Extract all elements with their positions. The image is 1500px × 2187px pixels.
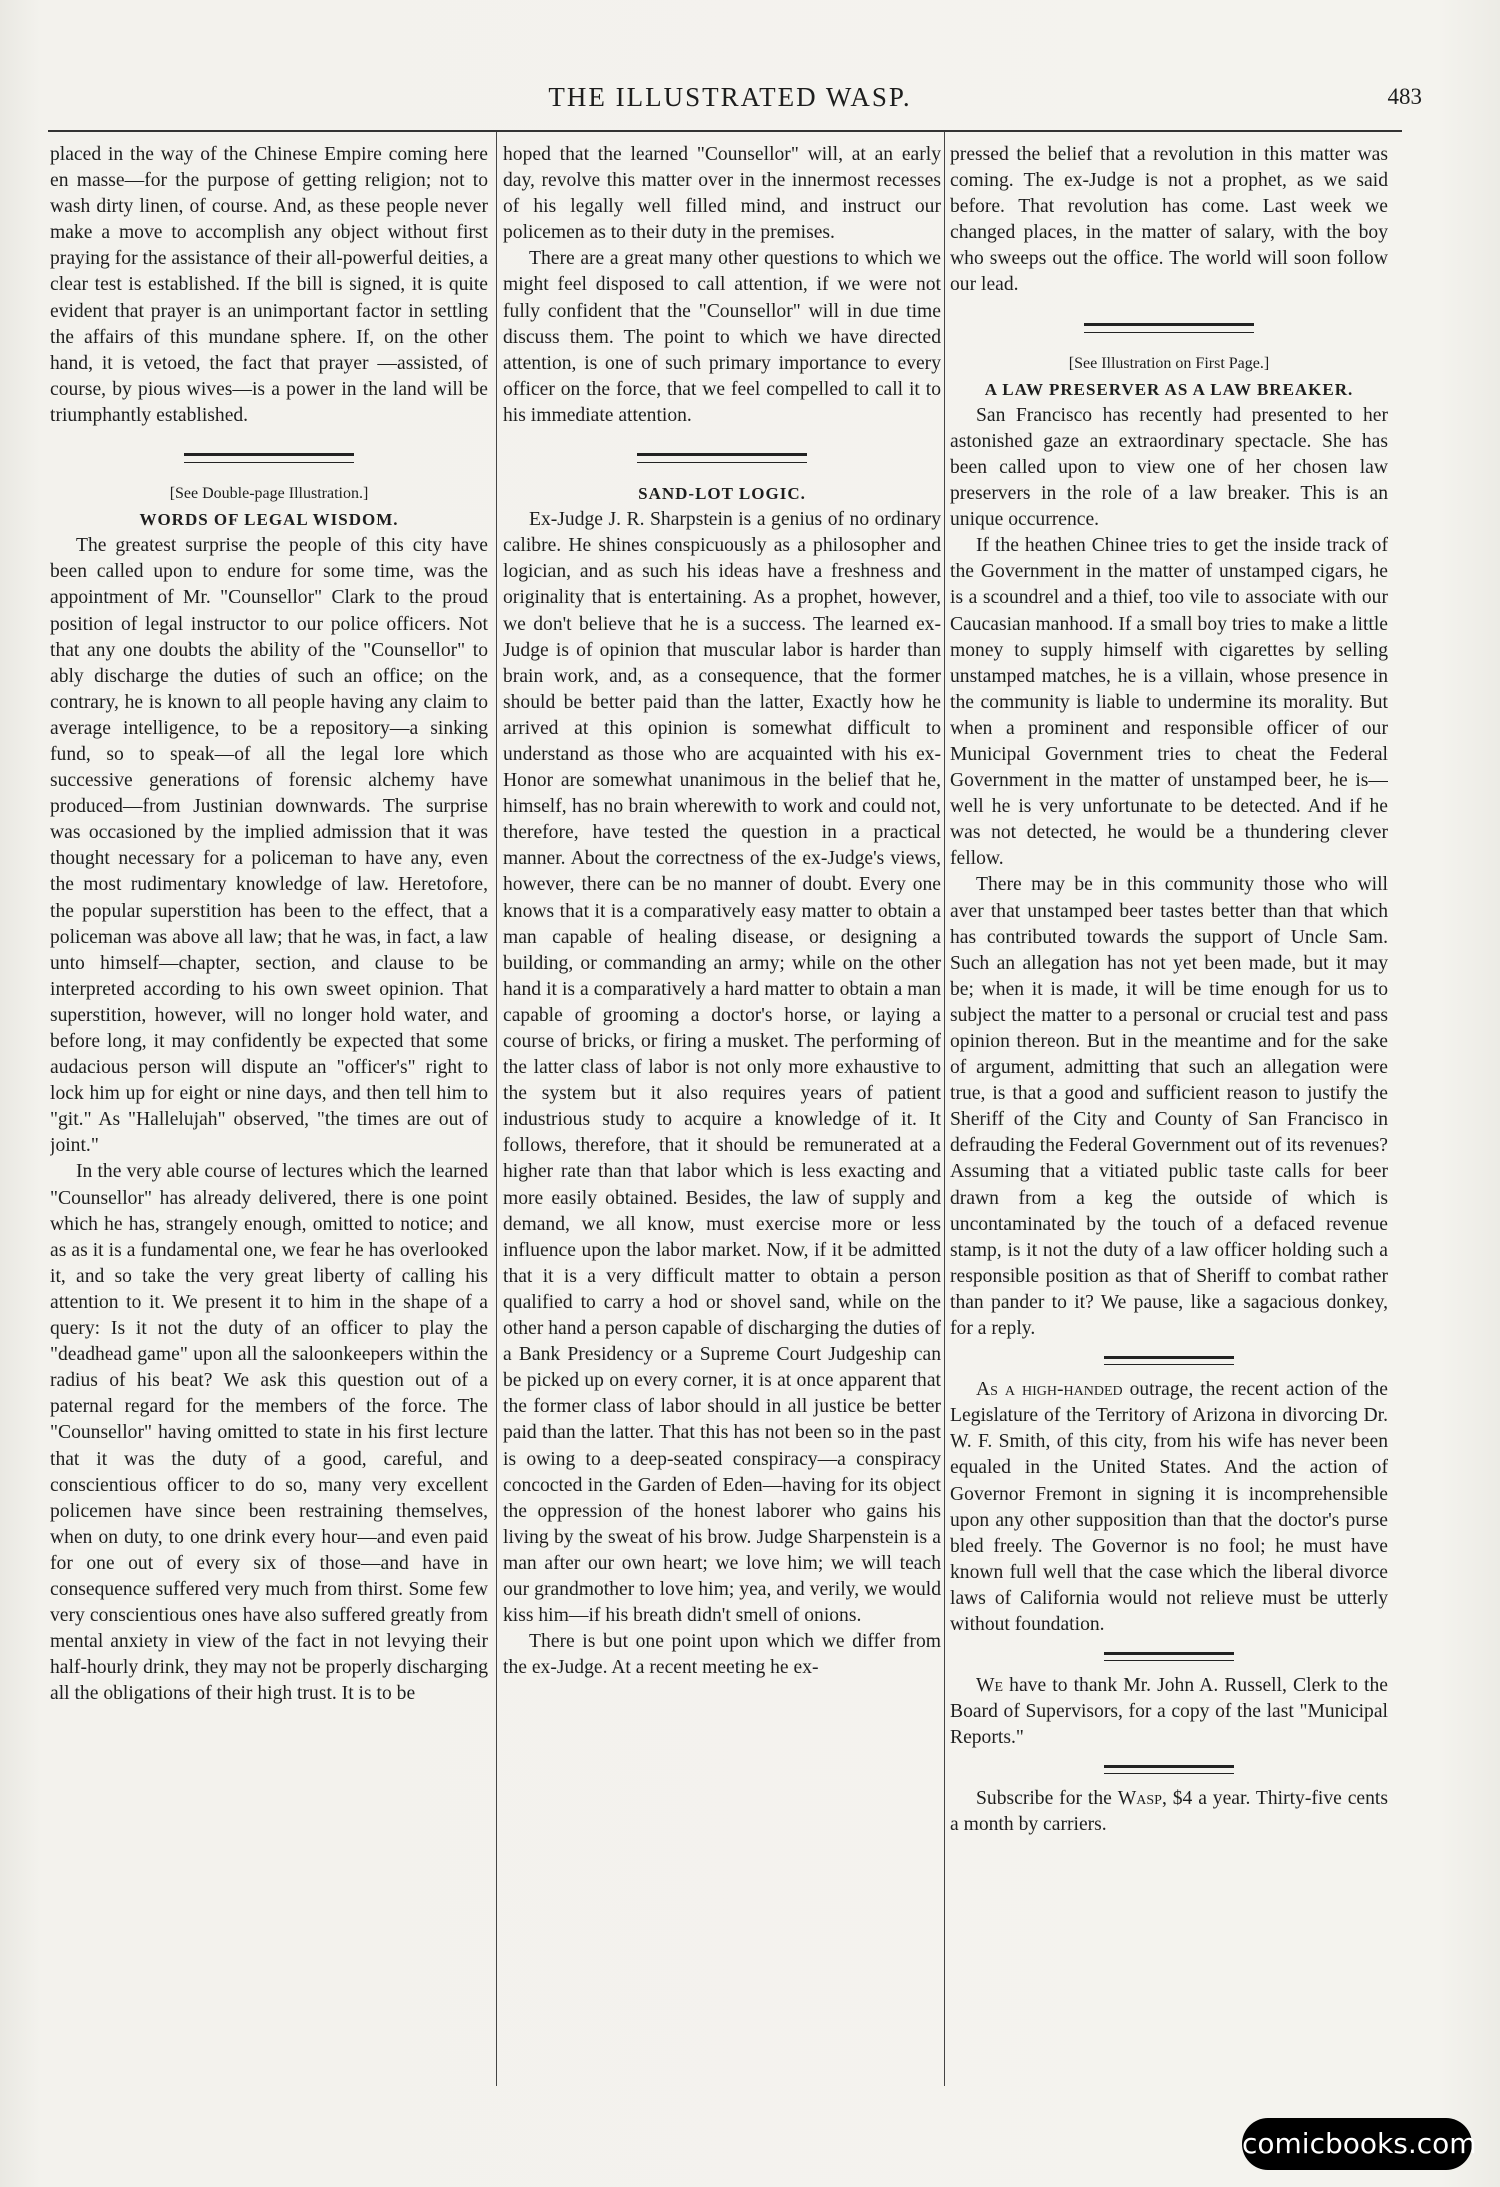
section-divider bbox=[1104, 1652, 1234, 1661]
article-heading: WORDS OF LEGAL WISDOM. bbox=[139, 510, 399, 530]
paragraph: If the heathen Chinee tries to get the inside track of the Government in the matter of unstamped cigars, he is a scoundrel and a thief, too vile to associate with our Caucasian manhood. If a small boy tries to make a little money to supply himself with cigarettes by selling unstamped matches, he is a villain, whose presence in the community is liable to undermine its morality. But when a prominent and responsible officer of our Municipal Government tries to cheat the Federal Government in the matter of unstamped beer, he is—well he is very unfortunate to be detected. And if he was not detected, he would be a thundering clever fellow. bbox=[950, 535, 1388, 870]
masthead-title: THE ILLUSTRATED WASP. bbox=[548, 82, 912, 112]
paragraph bbox=[950, 1377, 1388, 1638]
section-divider bbox=[1104, 1356, 1234, 1365]
paragraph bbox=[950, 1786, 1388, 1838]
paragraph: There are a great many other questions to which we might feel disposed to call attention, if we were not fully confident that the "Counsellor" will in due time discuss them. The point to which we have directed attention, is one of such primary importance to every officer on the force, that we feel compelled to call it to his immediate attention. bbox=[503, 248, 941, 426]
paragraph: Ex-Judge J. R. Sharpstein is a genius of no ordinary calibre. He shines conspicuously as a philosopher and logician, and as such his ideas have a freshness and originality that is entertaining. As a prophet, however, we don't believe that he is a success. The learned ex-Judge is of opinion that muscular labor is harder than brain work, and, as a consequence, that the former should be better paid than the latter, Exactly how he arrived at this opinion is somewhat difficult to understand as those who are acquainted with his ex-Honor are somewhat unanimous in the belief that he, himself, has no brain wherewith to work and could not, therefore, have tested the question in a practical manner. About the correctness of the ex-Judge's views, however, there can be no manner of doubt. Every one knows that it is a comparatively easy matter to obtain a man capable of healing disease, or designing a building, or commanding an army; while on the other hand it is a comparatively a hard matter to obtain a man capable of grooming a doctor's horse, or laying a course of bricks, or firing a musket. The performing of the latter class of labor is not only more exhaustive to the system but it also requires years of patient industrious study to acquire a knowledge of it. It follows, therefore, that it should be remunerated at a higher rate than that labor which is less exacting and more easily obtained. Besides, the law of supply and demand, we all know, must exercise more or less influence upon the labor market. Now, if it be admitted that it is a very difficult matter to obtain a person qualified to carry a hod or shovel sand, while on the other hand a person capable of discharging the duties of a Bank Presidency or a Supreme Court Judgeship can be picked up on every corner, it is at once apparent that the former class of labor should in all justice be better paid than the latter. That this has not been so in the past is owing to a deep-seated conspiracy—a conspiracy concocted in the Garden of Eden—having for its object the oppression of the honest laborer who gains his living by the sweat of his brow. Judge Sharpenstein is a man after our own heart; we love him; we will teach our grandmother to love him; yea, and verily, we would kiss him—if his breath didn't smell of onions. bbox=[503, 509, 941, 1627]
paragraph-text: , $4 a year. Thirty-five cents a month by carriers. bbox=[950, 1788, 1388, 1836]
illustration-note: [See Double-page Illustration.] bbox=[169, 485, 369, 503]
paragraph: San Francisco has recently had presented to her astonished gaze an extraordinary spectacle. She has been called upon to view one of her chosen law preservers in the role of a law breaker. This is an unique occurrence. bbox=[950, 404, 1388, 531]
article-heading: SAND-LOT LOGIC. bbox=[638, 484, 806, 504]
column-divider bbox=[944, 132, 945, 2086]
page-header bbox=[30, 82, 1430, 122]
paragraph-text: outrage, the recent action of the Legislature of the Territory of Arizona in divorcing Dr. W. F. Smith, of this city, from his wife has never been equaled in the United States. And the action of Governor Fremont in signing it is incomprehensible upon any other supposition than that the doctor's purse bled freely. The Governor is no fool; he must have known full well that the case which the liberal divorce laws of California would not relieve must be utterly without foundation. bbox=[950, 1379, 1388, 1635]
paragraph: There may be in this community those who will aver that unstamped beer tastes better than that which has contributed towards the support of Uncle Sam. Such an allegation has not yet been made, but it may be; when it is made, it will be time enough for us to subject the matter to a personal or crucial test and pass opinion thereon. But in the meantime and for the sake of argument, admitting that such an allegation were true, is that a good and sufficient reason to justify the Sheriff of the City and County of San Francisco in defrauding the Federal Government out of its revenues? Assuming that a vitiated public taste calls for beer drawn from a keg the outside of which is uncontaminated by the touch of a defaced revenue stamp, is it not the duty of a law officer holding such a responsible position as that of Sheriff to combat rather than pander to it? We pause, like a sagacious donkey, for a reply. bbox=[950, 874, 1388, 1340]
column-1 bbox=[50, 142, 488, 2082]
lead-in: As a high-handed bbox=[976, 1379, 1123, 1401]
paragraph-text: Subscribe for the bbox=[976, 1788, 1118, 1810]
paragraph: There is but one point upon which we differ from the ex-Judge. At a recent meeting he ex- bbox=[503, 1631, 941, 1679]
lead-in: We bbox=[976, 1675, 1004, 1697]
site-watermark: comicbooks.com bbox=[1242, 2118, 1472, 2170]
section-divider bbox=[184, 453, 354, 463]
paragraph: hoped that the learned "Counsellor" will, at an early day, revolve this matter over in the innermost recesses of his legally well filled mind, and instruct our policemen as to their duty in the premises. bbox=[503, 144, 941, 244]
paragraph-text: have to thank Mr. John A. Russell, Clerk to the Board of Supervisors, for a copy of the last "Municipal Reports." bbox=[950, 1675, 1388, 1749]
header-rule bbox=[48, 130, 1402, 132]
section-divider bbox=[1104, 1765, 1234, 1774]
section-divider bbox=[1084, 323, 1254, 333]
paragraph: The greatest surprise the people of this city have been called upon to endure for some time, was the appointment of Mr. "Counsellor" Clark to the proud position of legal instructor to our police officers. Not that any one doubts the ability of the "Counsellor" to ably discharge the duties of such an office; on the contrary, he is known to all people having any claim to average intelligence, to be a repository—a sinking fund, so to speak—of all the legal lore which successive generations of forensic alchemy have produced—from Justinian downwards. The surprise was occasioned by the implied admission that it was thought necessary for a policeman to have any, even the most rudimentary knowledge of law. Heretofore, the popular superstition has been to the effect, that a policeman was above all law; that he was, in fact, a law unto himself—chapter, section, and clause to be interpreted according to his own sweet opinion. That superstition, however, will no longer hold water, and before long, it may confidently be expected that some audacious person will dispute an "officer's" right to lock him up for eight or nine days, and then tell him to "git." As "Hallelujah" observed, "the times are out of joint." bbox=[50, 535, 488, 1157]
column-2 bbox=[503, 142, 941, 2082]
column-divider bbox=[496, 132, 497, 2086]
paragraph: In the very able course of lectures which the learned "Counsellor" has already delivered, there is one point which he has, strangely enough, omitted to notice; and as as it is a fundamental one, we fear he has overlooked it, and so take the very great liberty of calling his attention to it. We present it to him in the shape of a query: Is it not the duty of an officer to play the "deadhead game" upon all the saloonkeepers within the radius of his beat? We ask this question out of a paternal regard for the members of the force. The "Counsellor" having omitted to state in his first lecture that it was the duty of a good, careful, and conscientious officer to do so, many very excellent policemen have since been restraining themselves, when on duty, to one drink every hour—and even paid for one out of every six of those—and have in consequence suffered very much from thirst. Some few very conscientious ones have also suffered greatly from mental anxiety in view of the fact in not levying their half-hourly drink, they may not be properly discharging all the obligations of their high trust. It is to be bbox=[50, 1161, 488, 1705]
page-number: 483 bbox=[1387, 84, 1422, 109]
article-heading: A LAW PRESERVER AS A LAW BREAKER. bbox=[984, 379, 1354, 399]
paragraph: pressed the belief that a revolution in this matter was coming. The ex-Judge is not a prophet, as we said before. That revolution has come. Last week we changed places, in the matter of salary, with the boy who sweeps out the office. The world will soon follow our lead. bbox=[950, 144, 1388, 296]
section-divider bbox=[637, 453, 807, 463]
illustration-note: [See Illustration on First Page.] bbox=[1068, 354, 1270, 372]
publication-name: Wasp bbox=[1117, 1788, 1162, 1810]
column-3 bbox=[950, 142, 1388, 2082]
paragraph bbox=[950, 1673, 1388, 1751]
paragraph: placed in the way of the Chinese Empire coming here en masse—for the purpose of getting religion; not to wash dirty linen, of course. And, as these people never make a move to accomplish any object without first praying for the assistance of their all-powerful deities, a clear test is established. If the bill is signed, it is quite evident that prayer is an unimportant factor in settling the affairs of this mundane sphere. If, on the other hand, it is vetoed, the fact that prayer —assisted, of course, by pious wives—is a power in the land will be triumphantly established. bbox=[50, 144, 488, 426]
